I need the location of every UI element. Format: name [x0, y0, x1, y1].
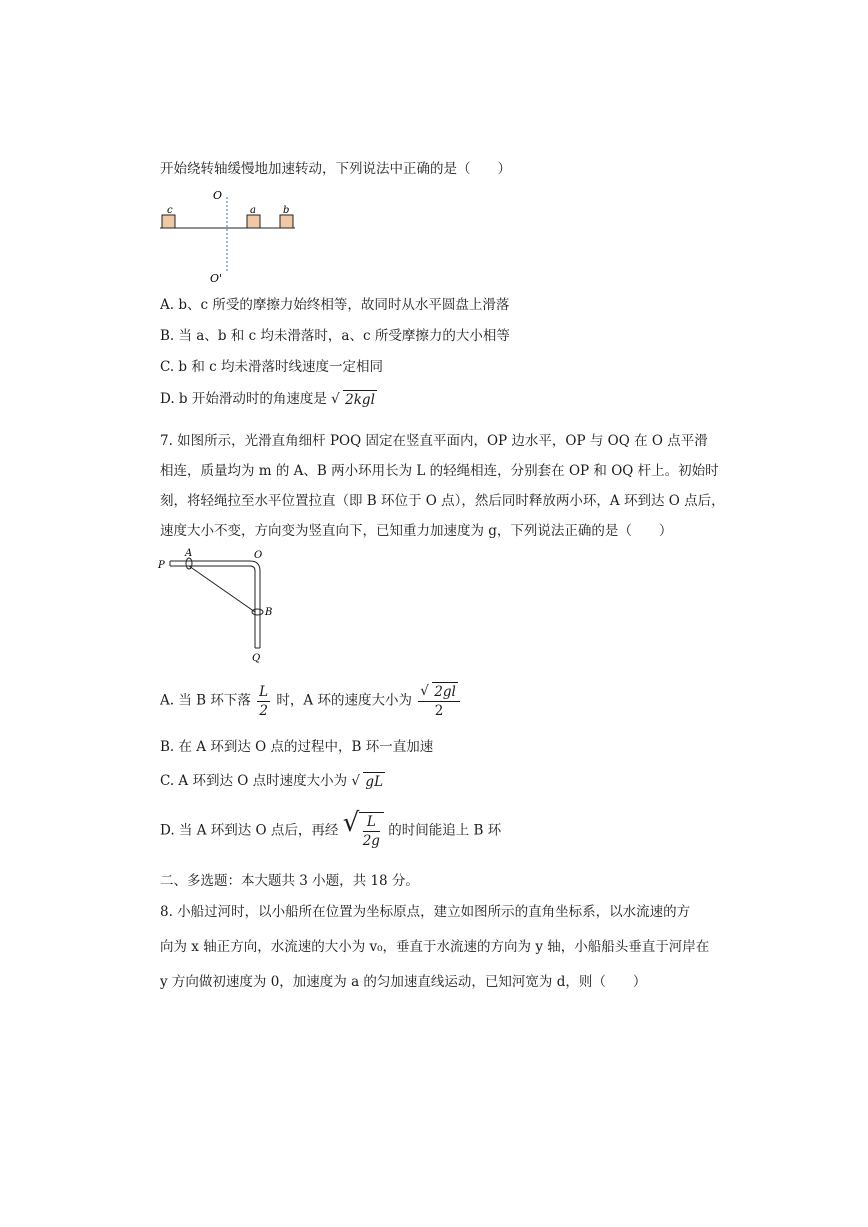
label-O-bottom: O'	[210, 272, 223, 285]
q6-option-d	[160, 390, 377, 409]
q7-line-2: 相连，质量均为 m 的 A、B 两小环用长为 L 的轻绳相连，分别套在 OP 和 OQ 杆上。初始时	[160, 463, 719, 479]
sqrt-2kgl: √ 2kgl	[331, 391, 375, 408]
label-Q: Q	[252, 653, 261, 664]
q6-option-a: A. b、c 所受的摩擦力始终相等，故同时从水平圆盘上滑落	[160, 297, 510, 313]
section-2-heading: 二、多选题：本大题共 3 小题，共 18 分。	[160, 873, 419, 889]
label-A: A	[185, 548, 193, 559]
sqrt-L-over-2g: √ $\frac{L}{2g}$	[343, 812, 384, 850]
q8-line-3: y 方向做初速度为 0，加速度为 a 的匀加速直线运动，已知河宽为 d，则（ ）	[160, 974, 647, 990]
sqrt-gL: √ gL	[351, 773, 384, 790]
frac-L-over-2: $\frac{L}{2}$	[259, 683, 269, 719]
label-P: P	[158, 560, 165, 571]
figure-disk-diagram	[155, 185, 315, 285]
label-O: O	[254, 550, 263, 561]
q7-option-d: D. 当 A 环到达 O 点后，再经 √ $\frac{L}{2g}$ 的时间能追上 B 环	[160, 808, 502, 849]
frac-sqrt2gl-over-2: √ 2gl 2	[418, 682, 460, 720]
label-b: b	[283, 205, 290, 216]
q8-line-1: 8. 小船过河时，以小船所在位置为坐标原点，建立如图所示的直角坐标系，以水流速的方	[160, 904, 691, 920]
q8-line-2: 向为 x 轴正方向，水流速的大小为 v₀，垂直于水流速的方向为 y 轴，小船船头垂直于河岸在	[160, 939, 710, 955]
label-a: a	[250, 205, 256, 216]
q7-option-b: B. 在 A 环到达 O 点的过程中，B 环一直加速	[160, 739, 434, 755]
q7-line-1: 7. 如图所示，光滑直角细杆 POQ 固定在竖直平面内，OP 边水平，OP 与 OQ 在 O 点平滑	[160, 433, 708, 449]
q6-option-b: B. 当 a、b 和 c 均未滑落时，a、c 所受摩擦力的大小相等	[160, 328, 510, 344]
q7-line-3: 刻，将轻绳拉至水平位置拉直（即 B 环位于 O 点），然后同时释放两小环，A 环到达 O 点后，	[160, 493, 725, 509]
label-c: c	[167, 205, 173, 216]
q6-option-d-text: D. b 开始滑动时的角速度是	[160, 391, 327, 407]
figure-rod-diagram	[155, 548, 285, 668]
q7-line-4: 速度大小不变，方向变为竖直向下，已知重力加速度为 g，下列说法正确的是（ ）	[160, 523, 673, 539]
label-O-top: O	[213, 189, 223, 202]
q7-option-a: A. 当 B 环下落 $\frac{L}{2}$ 时，A 环的速度大小为 √ 2gl 2	[160, 682, 462, 722]
q6-intro: 开始绕转轴缓慢地加速转动，下列说法中正确的是（ ）	[160, 161, 511, 177]
q6-option-c: C. b 和 c 均未滑落时线速度一定相同	[160, 359, 384, 375]
q7-option-c: C. A 环到达 O 点时速度大小为 √ gL	[160, 773, 384, 790]
label-B: B	[265, 607, 273, 618]
